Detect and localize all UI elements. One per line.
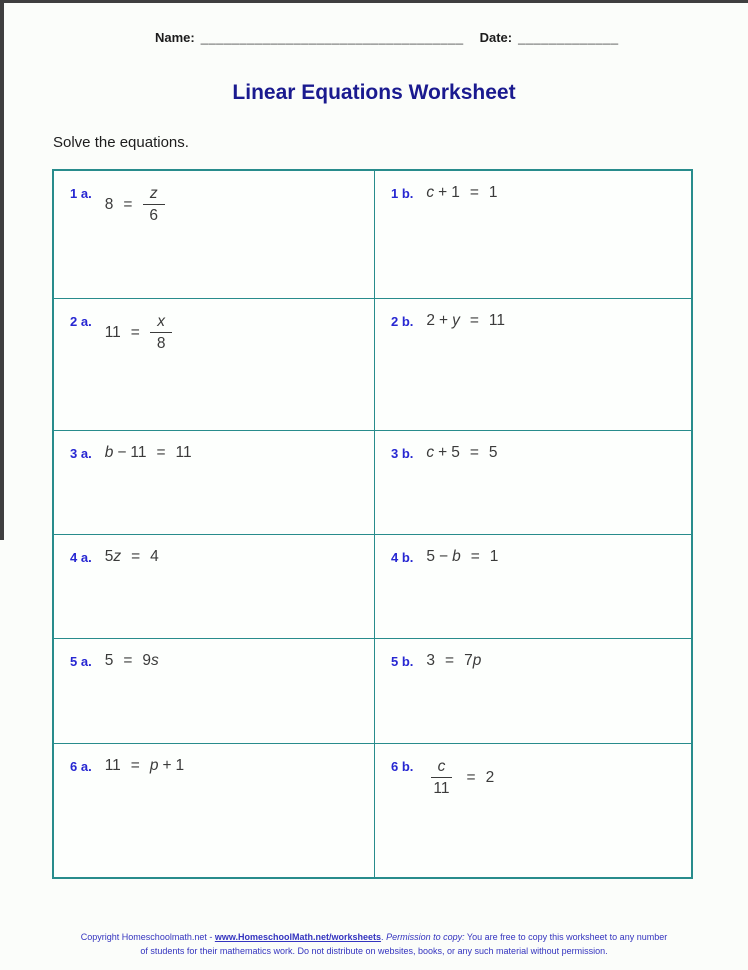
equals-sign: =	[469, 184, 479, 201]
problem-label-3b: 3 b.	[391, 446, 414, 461]
equation-term: −	[117, 444, 127, 461]
equation-term: +	[439, 312, 449, 329]
problem-cell-3a	[54, 431, 375, 535]
equation-term: 11	[130, 444, 147, 461]
equation-term: p	[472, 652, 482, 669]
equation-5b	[426, 652, 481, 670]
equation-term: 2	[426, 312, 436, 329]
problem-cell-3b	[375, 431, 691, 535]
equation-term: 2	[485, 768, 495, 786]
fraction-denominator: 6	[149, 207, 158, 225]
equals-sign: =	[469, 444, 479, 461]
problem-label-2b: 2 b.	[391, 314, 414, 329]
problem-label-3a: 3 a.	[70, 446, 92, 461]
problems-table	[52, 169, 693, 879]
equals-sign: =	[130, 323, 140, 341]
equation-6b	[426, 757, 494, 799]
equation-1a	[105, 184, 165, 226]
name-label: Name:	[155, 30, 195, 45]
equation-term: +	[438, 444, 448, 461]
equation-term: 11	[104, 757, 121, 774]
equals-sign: =	[445, 652, 455, 669]
equation-term: 8	[104, 195, 114, 213]
problem-cell-5a	[54, 639, 375, 744]
equation-term: 5	[426, 548, 436, 565]
equals-sign: =	[130, 757, 140, 774]
problem-label-6a: 6 a.	[70, 759, 92, 774]
problem-cell-6a	[54, 744, 375, 877]
equals-sign: =	[466, 768, 476, 786]
problem-label-4a: 4 a.	[70, 550, 92, 565]
page-title: Linear Equations Worksheet	[232, 81, 516, 104]
problem-cell-1b	[375, 171, 691, 299]
footer-after-link: .	[381, 932, 387, 942]
equation-term: 1	[489, 548, 499, 565]
date-label: Date:	[479, 30, 513, 45]
problem-cell-6b	[375, 744, 691, 877]
problem-label-6b: 6 b.	[391, 759, 414, 774]
fraction-numerator: z	[143, 184, 165, 205]
equation-term: b	[104, 444, 114, 461]
footer-worksheets-link[interactable]: www.HomeschoolMath.net/worksheets	[214, 932, 382, 942]
footer-permission-rest: You are free to copy this worksheet to any number of students for their mathematics work. Do not distribute on websites, books, or any such material without permission.	[140, 932, 668, 956]
equation-5a	[105, 652, 159, 670]
equation-term: c	[426, 184, 435, 201]
equation-term: 11	[488, 312, 505, 329]
name-date-header	[155, 30, 619, 45]
problem-cell-2b	[375, 299, 691, 431]
equation-term: 5	[104, 652, 114, 669]
equation-term: 7	[464, 652, 473, 669]
equation-term: p	[149, 757, 159, 774]
equation-term: 5	[104, 548, 114, 565]
equation-term: 11	[175, 444, 192, 461]
equals-sign: =	[123, 195, 133, 213]
equation-term: 1	[488, 184, 498, 201]
problem-cell-2a	[54, 299, 375, 431]
instruction-text: Solve the equations.	[53, 134, 189, 151]
equation-term: 1	[175, 757, 185, 774]
problem-label-5a: 5 a.	[70, 654, 92, 669]
equation-2a	[105, 312, 173, 354]
problem-label-1a: 1 a.	[70, 186, 92, 201]
date-blank-line: _____________	[518, 30, 619, 45]
equation-1b	[426, 184, 497, 202]
fraction-numerator: c	[431, 757, 453, 778]
equation-term: 5	[488, 444, 498, 461]
equation-term: 5	[451, 444, 460, 461]
equals-sign: =	[156, 444, 166, 461]
equation-3b	[426, 444, 497, 462]
equation-4b	[426, 548, 498, 566]
equation-term: b	[452, 548, 461, 565]
problem-cell-4a	[54, 535, 375, 639]
problem-label-2a: 2 a.	[70, 314, 92, 329]
equation-4a	[105, 548, 159, 566]
problem-label-1b: 1 b.	[391, 186, 414, 201]
equation-term: 3	[426, 652, 436, 669]
equation-term: 4	[150, 548, 159, 565]
problem-cell-1a	[54, 171, 375, 299]
equation-term: c	[426, 444, 435, 461]
problem-cell-5b	[375, 639, 691, 744]
equation-term: 1	[451, 184, 460, 201]
equation-term: y	[452, 312, 460, 329]
fraction-denominator: 8	[156, 335, 166, 353]
fraction	[426, 757, 456, 799]
equation-term: 9	[142, 652, 151, 669]
fraction-numerator: x	[150, 312, 172, 333]
page-edge-shadow-top	[0, 0, 748, 3]
equation-3a	[105, 444, 192, 462]
equation-term: −	[439, 548, 449, 565]
equation-term: z	[113, 548, 122, 565]
equation-term: +	[438, 184, 448, 201]
fraction-denominator: 11	[433, 780, 450, 798]
equation-term: s	[151, 652, 159, 669]
problem-label-4b: 4 b.	[391, 550, 414, 565]
problem-label-5b: 5 b.	[391, 654, 414, 669]
name-blank-line: __________________________________	[200, 30, 464, 45]
equals-sign: =	[131, 548, 141, 565]
equation-2b	[426, 312, 505, 330]
equation-term: +	[162, 757, 172, 774]
footer-permission-italic: Permission to copy:	[386, 932, 465, 942]
equals-sign: =	[469, 312, 479, 329]
equation-term: 11	[104, 323, 121, 341]
equation-6a	[105, 757, 184, 775]
fraction	[142, 184, 165, 226]
equals-sign: =	[123, 652, 133, 669]
problem-cell-4b	[375, 535, 691, 639]
equals-sign: =	[470, 548, 480, 565]
footer-copyright-prefix: Copyright Homeschoolmath.net -	[80, 932, 215, 942]
fraction	[150, 312, 173, 354]
footer-copyright	[79, 931, 669, 958]
